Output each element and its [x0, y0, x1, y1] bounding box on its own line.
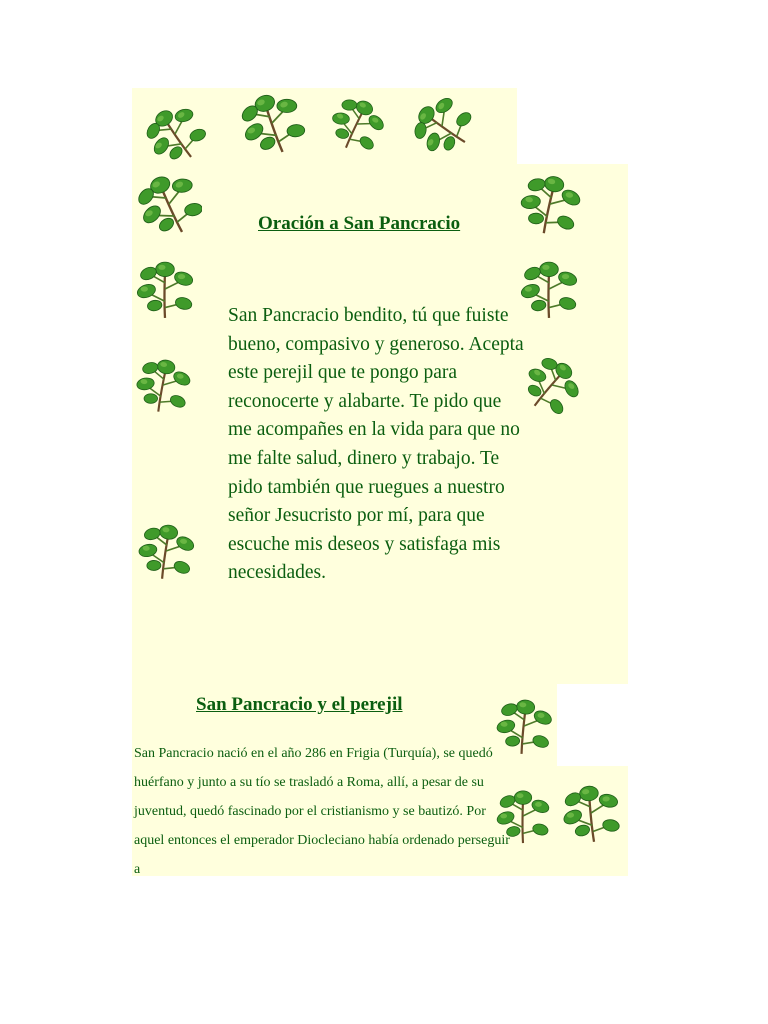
parsley-sprig-icon — [134, 354, 192, 416]
parsley-sprig-icon — [134, 104, 216, 164]
prayer-title: Oración a San Pancracio — [258, 213, 461, 234]
parsley-sprig-icon — [494, 686, 554, 766]
parsley-sprig-icon — [400, 96, 484, 156]
parsley-sprig-icon — [324, 96, 390, 152]
parsley-sprig-icon — [232, 90, 312, 156]
prayer-text: San Pancracio bendito, tú que fuiste bueno, compasivo y generoso. Acepta este perejil que te pongo para reconocerte y alabarte. Te pido que me acompañes en la vida para que no me falte salud, dinero y trabajo. Te pido también que ruegues a nuestro señor Jesucristo por mí, para que escuche mis deseos y satisfaga mis necesidades. — [228, 305, 524, 584]
section-title: San Pancracio y el perejil — [196, 694, 403, 715]
parsley-sprig-icon — [494, 776, 552, 856]
parsley-sprig-icon — [560, 768, 622, 858]
parsley-sprig-icon — [136, 512, 196, 590]
parsley-sprig-icon — [136, 166, 202, 242]
parsley-sprig-icon — [518, 164, 582, 244]
parsley-sprig-icon — [518, 246, 580, 332]
section-text: San Pancracio nació en el año 286 en Frigia (Turquía), se quedó huérfano y junto a su tío se trasladó a Roma, allí, a pesar de su juventud, quedó fascinado por el cristianismo y se bautizó. Por aquel entonces el emperador Diocleciano había ordenado perseguir a — [134, 746, 510, 877]
parsley-sprig-icon — [134, 252, 196, 326]
parsley-sprig-icon — [520, 356, 584, 414]
